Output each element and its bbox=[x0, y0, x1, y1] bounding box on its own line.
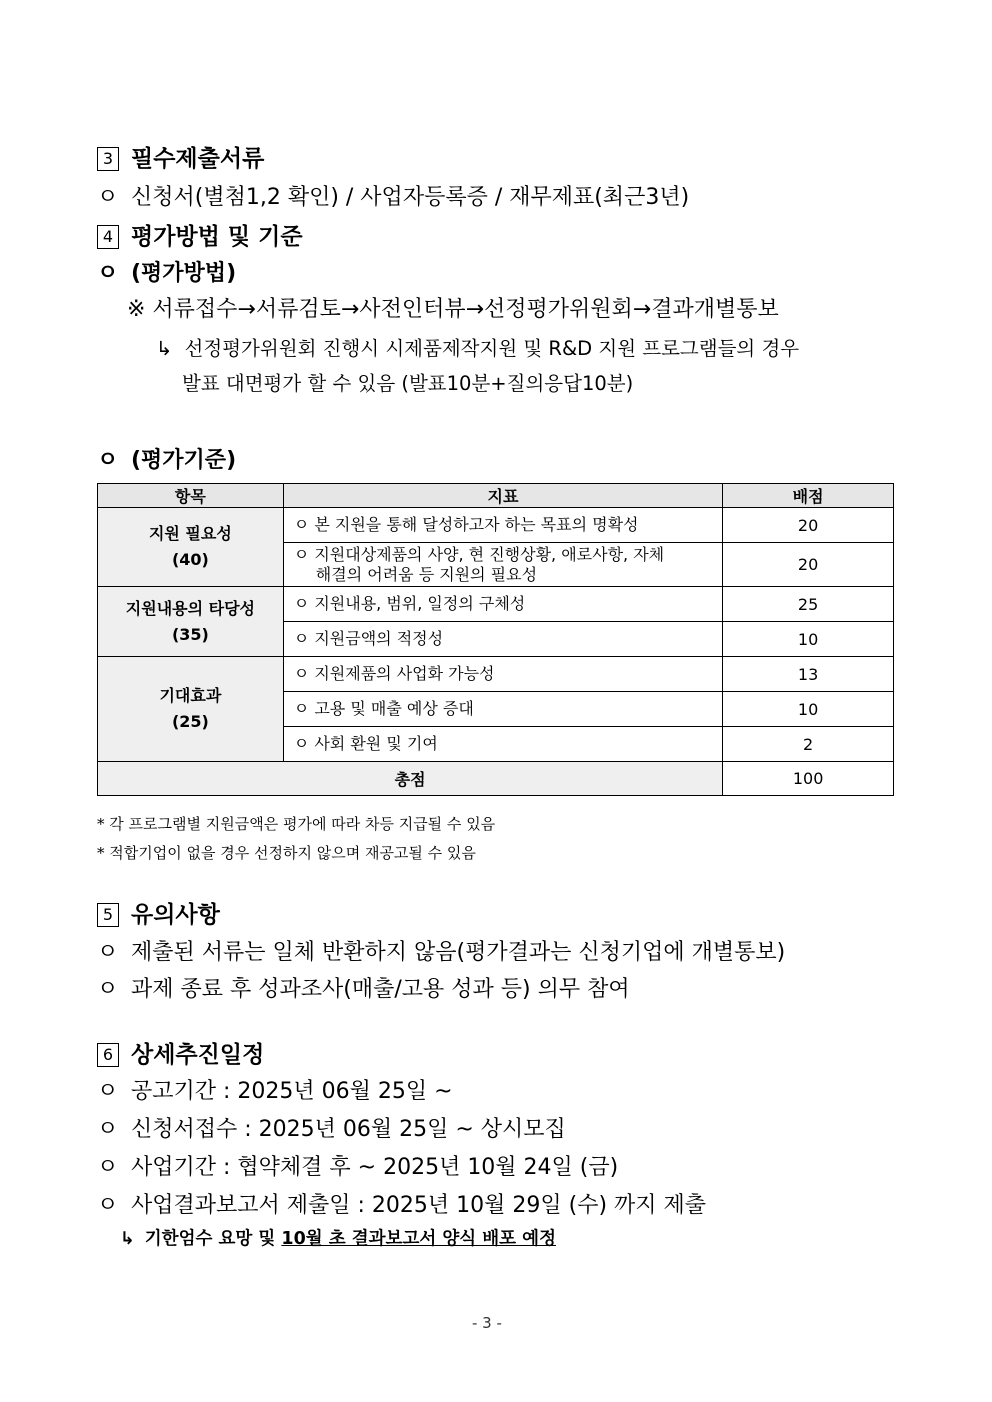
bullet: ㅇ bbox=[97, 977, 119, 1002]
indicator-line: ㅇ 지원대상제품의 사양, 현 진행상황, 애로사항, 자체 bbox=[293, 544, 665, 564]
evaluation-note-line-1 bbox=[156, 333, 799, 361]
category-points: (25) bbox=[171, 712, 209, 731]
score-cell: 25 bbox=[723, 587, 894, 622]
evaluation-method-heading bbox=[97, 256, 236, 287]
table-total-row bbox=[98, 762, 894, 796]
indicator-line: 해결의 어려움 등 지원의 필요성 bbox=[315, 564, 538, 584]
category-points: (35) bbox=[171, 624, 209, 644]
indicator-cell: ㅇ 사회 환원 및 기여 bbox=[283, 727, 722, 762]
section-title: 평가방법 및 기준 bbox=[131, 224, 303, 250]
bullet: ㅇ bbox=[97, 1155, 119, 1180]
item-text: (평가기준) bbox=[131, 448, 237, 473]
table-header-row bbox=[98, 484, 894, 508]
category-name: 기대효과 bbox=[159, 686, 222, 705]
category-cell bbox=[98, 587, 284, 657]
item-text: 사업결과보고서 제출일 : 2025년 10월 29일 (수) 까지 제출 bbox=[131, 1193, 707, 1218]
schedule-item-3 bbox=[97, 1150, 618, 1181]
note-text: 선정평가위원회 진행시 시제품제작지원 및 R&D 지원 프로그램들의 경우 bbox=[184, 337, 800, 360]
score-cell: 20 bbox=[723, 508, 894, 543]
indicator-cell: ㅇ 지원내용, 범위, 일정의 구체성 bbox=[283, 587, 722, 622]
bullet: ㅇ bbox=[97, 1117, 119, 1142]
score-cell: 10 bbox=[723, 692, 894, 727]
bullet: ㅇ bbox=[97, 1079, 119, 1104]
evaluation-criteria-heading bbox=[97, 443, 236, 474]
header-score: 배점 bbox=[723, 484, 894, 508]
item-text: 사업기간 : 협약체결 후 ~ 2025년 10월 24일 (금) bbox=[131, 1155, 619, 1180]
note-underlined-text: 10월 초 결과보고서 양식 배포 예정 bbox=[281, 1229, 556, 1249]
section-number-box: 3 bbox=[97, 147, 119, 171]
score-cell: 10 bbox=[723, 622, 894, 657]
bullet: ㅇ bbox=[97, 448, 119, 473]
section-4-heading bbox=[97, 218, 303, 251]
table-row bbox=[98, 587, 894, 622]
score-cell: 20 bbox=[723, 543, 894, 587]
header-indicator: 지표 bbox=[283, 484, 722, 508]
header-category: 항목 bbox=[98, 484, 284, 508]
arrow-icon: ↳ bbox=[156, 337, 173, 360]
indicator-cell: ㅇ 지원금액의 적정성 bbox=[283, 622, 722, 657]
section-5-heading bbox=[97, 896, 220, 929]
score-cell: 13 bbox=[723, 657, 894, 692]
section-title: 상세추진일정 bbox=[131, 1042, 265, 1068]
item-text: 신청서(별첨1,2 확인) / 사업자등록증 / 재무제표(최근3년) bbox=[131, 185, 690, 210]
section-title: 유의사항 bbox=[131, 902, 220, 928]
caution-item-2 bbox=[97, 972, 630, 1003]
bullet: ㅇ bbox=[97, 261, 119, 286]
note-text: 기한엄수 요망 및 bbox=[144, 1229, 282, 1249]
total-label: 총점 bbox=[98, 762, 723, 796]
indicator-cell: ㅇ 고용 및 매출 예상 증대 bbox=[283, 692, 722, 727]
score-cell: 2 bbox=[723, 727, 894, 762]
total-score: 100 bbox=[723, 762, 894, 796]
category-points: (40) bbox=[171, 550, 209, 569]
item-text: 공고기간 : 2025년 06월 25일 ~ bbox=[131, 1079, 453, 1104]
indicator-cell bbox=[283, 543, 722, 587]
page-number: - 3 - bbox=[472, 1314, 502, 1332]
section-number-box: 6 bbox=[97, 1043, 119, 1067]
category-cell bbox=[98, 508, 284, 587]
table-row bbox=[98, 508, 894, 543]
schedule-item-2 bbox=[97, 1112, 566, 1143]
category-cell bbox=[98, 657, 284, 762]
section-number-box: 4 bbox=[97, 225, 119, 249]
evaluation-criteria-table bbox=[97, 483, 894, 796]
schedule-item-1 bbox=[97, 1074, 453, 1105]
item-text: 제출된 서류는 일체 반환하지 않음(평가결과는 신청기업에 개별통보) bbox=[131, 940, 786, 965]
required-documents-item bbox=[97, 180, 689, 211]
item-text: (평가방법) bbox=[131, 261, 237, 286]
schedule-note bbox=[120, 1225, 556, 1250]
section-6-heading bbox=[97, 1036, 264, 1069]
bullet: ㅇ bbox=[97, 1193, 119, 1218]
table-row bbox=[98, 657, 894, 692]
footnote-2: * 적합기업이 없을 경우 선정하지 않으며 재공고될 수 있음 bbox=[97, 844, 476, 862]
evaluation-note-line-2: 발표 대면평가 할 수 있음 (발표10분+질의응답10분) bbox=[182, 372, 634, 395]
indicator-cell: ㅇ 지원제품의 사업화 가능성 bbox=[283, 657, 722, 692]
indicator-cell: ㅇ 본 지원을 통해 달성하고자 하는 목표의 명확성 bbox=[283, 508, 722, 543]
section-number-box: 5 bbox=[97, 903, 119, 927]
category-name: 지원내용의 타당성 bbox=[125, 598, 255, 618]
evaluation-process: ※ 서류접수→서류검토→사전인터뷰→선정평가위원회→결과개별통보 bbox=[127, 297, 779, 322]
category-name: 지원 필요성 bbox=[148, 524, 232, 543]
section-title: 필수제출서류 bbox=[131, 146, 265, 172]
bullet: ㅇ bbox=[97, 940, 119, 965]
item-text: 신청서접수 : 2025년 06월 25일 ~ 상시모집 bbox=[131, 1117, 566, 1142]
footnote-1: * 각 프로그램별 지원금액은 평가에 따라 차등 지급될 수 있음 bbox=[97, 815, 496, 833]
caution-item-1 bbox=[97, 935, 785, 966]
arrow-icon: ↳ bbox=[120, 1229, 135, 1249]
section-3-heading bbox=[97, 140, 264, 173]
item-text: 과제 종료 후 성과조사(매출/고용 성과 등) 의무 참여 bbox=[131, 977, 630, 1002]
bullet: ㅇ bbox=[97, 185, 119, 210]
schedule-item-4 bbox=[97, 1188, 706, 1219]
